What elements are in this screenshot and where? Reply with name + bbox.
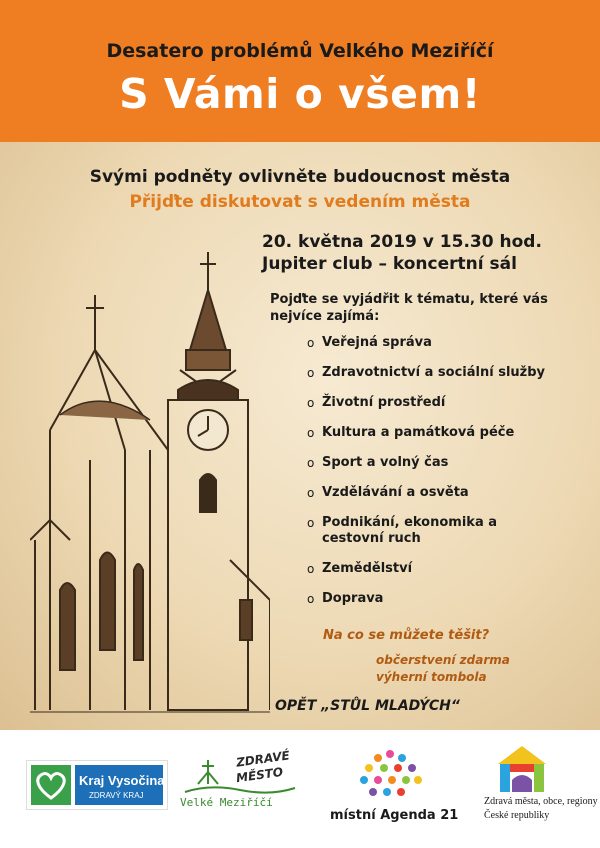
bullet-icon: o [307, 486, 315, 500]
event-date: 20. května 2019 v 15.30 hod. [262, 232, 542, 252]
zmor-house-icon [494, 744, 550, 794]
bullet-icon: o [307, 426, 315, 440]
bullet-icon: o [307, 366, 315, 380]
kraj-vysocina-logo [26, 760, 168, 810]
bullet-icon: o [307, 336, 315, 350]
bullet-icon: o [307, 516, 315, 530]
list-item: o Doprava [307, 591, 384, 606]
extra-raffle: výherní tombola [376, 670, 487, 684]
list-item: o Zemědělství [307, 561, 413, 576]
list-item: o Zdravotnictví a sociální služby [307, 365, 546, 380]
bullet-icon: o [307, 592, 315, 606]
kraj-vysocina-tagline: ZDRAVÝ KRAJ [89, 791, 144, 800]
headline-discuss: Přijďte diskutovat s vedením města [129, 192, 471, 212]
list-item: o Kultura a památková péče [307, 425, 515, 440]
list-item: o Sport a volný čas [307, 455, 449, 470]
young-table-note: OPĚT „STŮL MLADÝCH“ [275, 698, 460, 714]
agenda21-dots-icon [355, 748, 425, 804]
page-title: S Vámi o všem! [119, 70, 481, 118]
agenda21-label: místní Agenda 21 [330, 808, 459, 823]
list-item: o Veřejná správa [307, 335, 432, 350]
zdrave-mesto-city: Velké Meziříčí [180, 796, 273, 809]
heart-icon [31, 765, 71, 805]
bullet-icon: o [307, 396, 315, 410]
list-item: o Podnikání, ekonomika a cestovní ruch [307, 515, 498, 546]
church-illustration [30, 250, 270, 720]
look-forward-heading: Na co se můžete těšit? [323, 628, 490, 643]
headline-influence: Svými podněty ovlivněte budoucnost města [89, 167, 511, 187]
zmor-line2: České republiky [484, 810, 550, 821]
zdrave-mesto-line1: ZDRAVÉ [235, 748, 291, 770]
kraj-vysocina-name: Kraj Vysočina [79, 773, 165, 788]
zdrave-mesto-line2: MĚSTO [235, 764, 284, 786]
bullet-icon: o [307, 562, 315, 576]
topics-list [307, 335, 567, 621]
topics-intro: Pojďte se vyjádřit k tématu, které vás nejvíce zajímá: [270, 292, 548, 324]
header-banner [0, 0, 600, 142]
event-place: Jupiter club – koncertní sál [262, 254, 517, 274]
zmor-line1: Zdravá města, obce, regiony [484, 796, 598, 807]
bullet-icon: o [307, 456, 315, 470]
list-item: o Životní prostředí [307, 395, 446, 410]
page-subtitle: Desatero problémů Velkého Meziříčí [106, 40, 494, 62]
extra-refreshments: občerstvení zdarma [376, 653, 510, 667]
list-item: o Vzdělávání a osvěta [307, 485, 469, 500]
